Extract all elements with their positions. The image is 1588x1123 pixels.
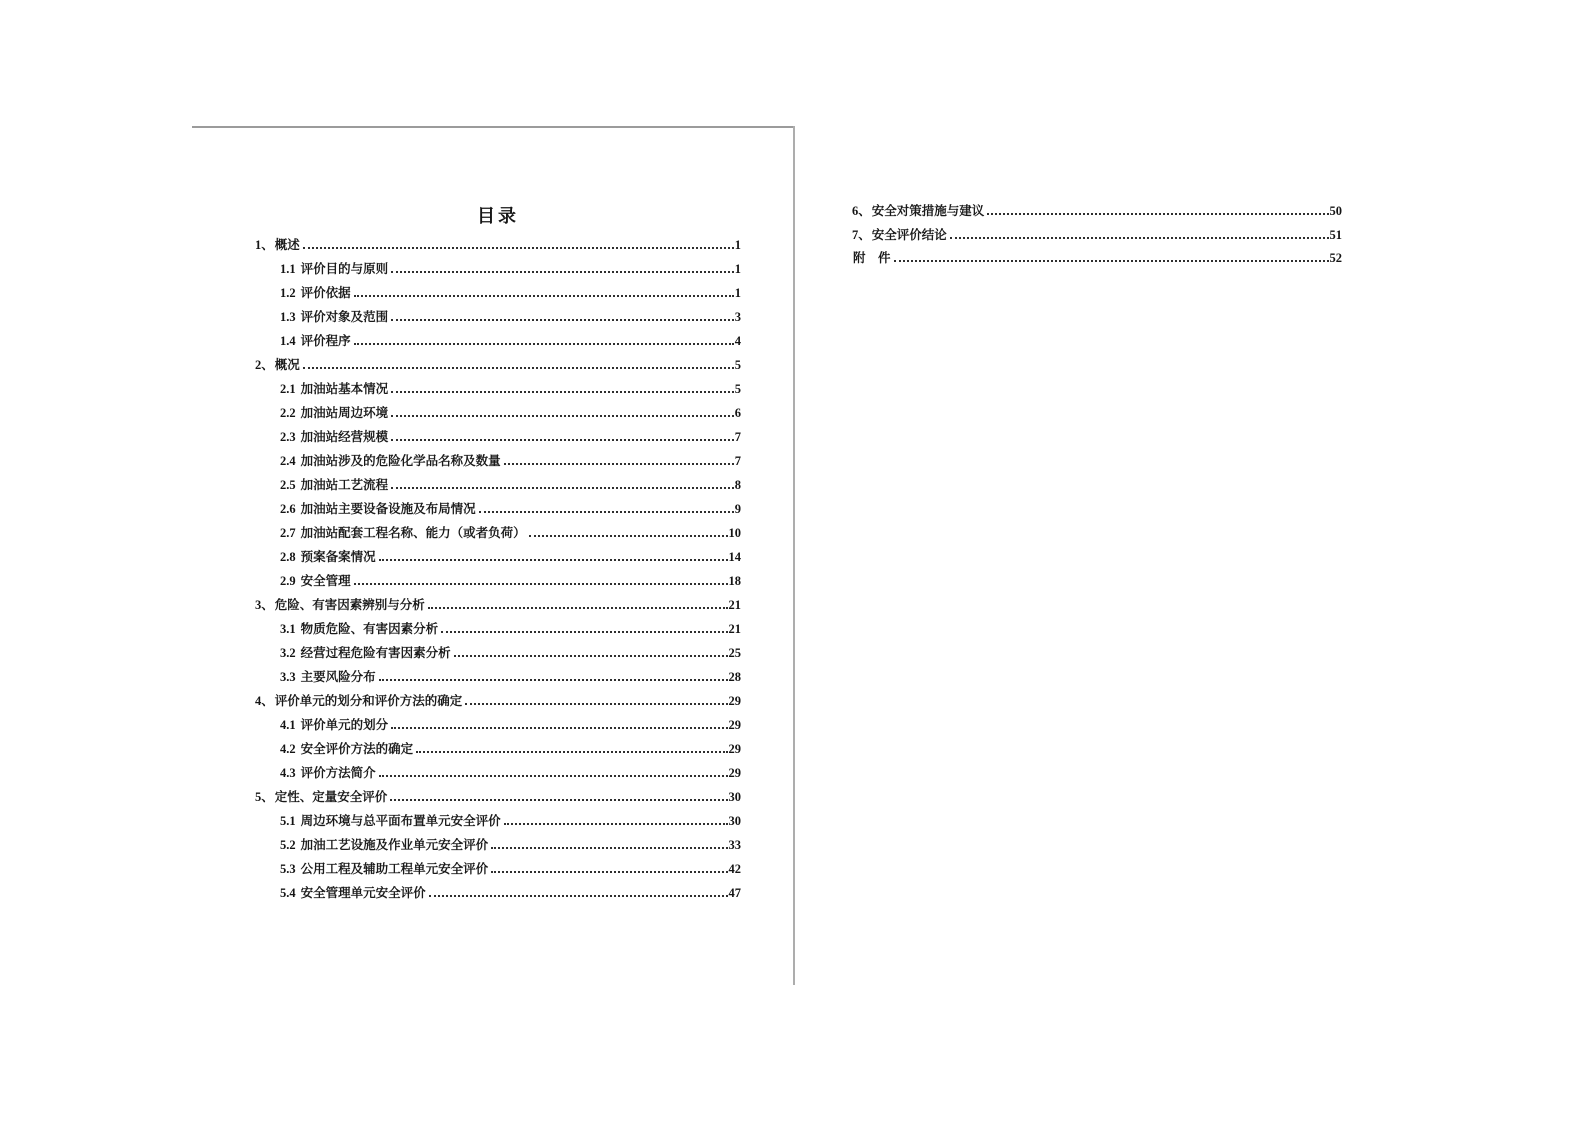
toc-page-1: [255, 204, 741, 905]
dot-leader: [491, 871, 727, 873]
toc-entry-number: 2.3: [280, 430, 296, 444]
toc-entry-number: 2.1: [280, 382, 296, 396]
toc-entry-label: 评价单元的划分: [300, 718, 389, 732]
toc-entry-page: 21: [728, 622, 741, 636]
toc-entry-number: 1.3: [280, 310, 296, 324]
toc-entry-label: 评价单元的划分和评价方法的确定: [274, 694, 463, 708]
toc-entry[interactable]: [255, 401, 741, 425]
toc-entry-number: 5.4: [280, 886, 296, 900]
left-page-top-edge: [192, 126, 795, 128]
toc-entry-number: 5、: [255, 790, 274, 804]
dot-leader: [354, 295, 734, 297]
dot-leader: [391, 391, 734, 393]
dot-leader: [428, 607, 728, 609]
toc-entry-page: 51: [1329, 227, 1342, 242]
toc-entry-number: 5.3: [280, 862, 296, 876]
toc-entry-number: 2.8: [280, 550, 296, 564]
toc-entry-label: 评价对象及范围: [300, 310, 389, 324]
toc-entry-number: 4、: [255, 694, 274, 708]
dot-leader: [950, 237, 1329, 239]
toc-entry[interactable]: [255, 545, 741, 569]
dot-leader: [379, 559, 728, 561]
toc-entry-page: 25: [728, 646, 741, 660]
toc-entry-number: 2.2: [280, 406, 296, 420]
dot-leader: [441, 631, 727, 633]
toc-entry[interactable]: [852, 224, 1342, 248]
toc-entry-page: 52: [1329, 251, 1342, 265]
toc-entry-label: 加油站工艺流程: [300, 478, 389, 492]
dot-leader: [491, 847, 727, 849]
dot-leader: [391, 415, 734, 417]
toc-entry[interactable]: [255, 521, 741, 545]
toc-entry-label: 安全管理: [300, 574, 351, 588]
toc-entry[interactable]: [255, 689, 741, 713]
toc-entry-page: 1: [734, 238, 741, 252]
toc-entry-page: 10: [728, 526, 741, 540]
toc-entry-number: 2、: [255, 358, 274, 372]
toc-entry[interactable]: [255, 833, 741, 857]
toc-entry[interactable]: [255, 737, 741, 761]
toc-entry-number: 2.6: [280, 502, 296, 516]
toc-entry[interactable]: [255, 857, 741, 881]
toc-entry-label: 概况: [274, 358, 300, 372]
dot-leader: [529, 535, 728, 537]
toc-entry-page: 8: [734, 478, 741, 492]
dot-leader: [391, 271, 734, 273]
dot-leader: [894, 260, 1329, 262]
toc-entry-number: 1.2: [280, 286, 296, 300]
toc-entry[interactable]: [255, 881, 741, 905]
toc-entry-page: 14: [728, 550, 741, 564]
toc-entry-page: 4: [734, 334, 741, 348]
toc-entry-page: 5: [734, 382, 741, 396]
dot-leader: [504, 823, 728, 825]
toc-entry[interactable]: [255, 425, 741, 449]
toc-entry-label: 定性、定量安全评价: [274, 790, 388, 804]
toc-entry[interactable]: [255, 593, 741, 617]
toc-entry-page: 50: [1329, 204, 1342, 218]
toc-entry[interactable]: [255, 377, 741, 401]
toc-entry-number: 5.1: [280, 814, 296, 828]
toc-entries-page-2: [852, 200, 1342, 271]
dot-leader: [390, 799, 727, 801]
toc-entry-page: 47: [728, 886, 741, 900]
toc-entry[interactable]: [255, 497, 741, 521]
dot-leader: [504, 463, 734, 465]
toc-entry[interactable]: [255, 569, 741, 593]
toc-entry[interactable]: [255, 281, 741, 305]
toc-entry-number: 4.1: [280, 718, 296, 732]
toc-entry-page: 21: [728, 598, 741, 612]
dot-leader: [454, 655, 728, 657]
toc-entry-label: 安全对策措施与建议: [871, 204, 985, 218]
toc-entry-label: 加油站主要设备设施及布局情况: [300, 502, 476, 516]
toc-entry-label: 安全管理单元安全评价: [300, 886, 426, 900]
toc-entry-label: 加油站经营规模: [300, 430, 389, 444]
toc-entry-page: 6: [734, 406, 741, 420]
toc-entry-label: 预案备案情况: [300, 550, 376, 564]
toc-entry-page: 28: [728, 670, 741, 684]
toc-entry-label: 评价目的与原则: [300, 262, 389, 276]
dot-leader: [429, 895, 728, 897]
toc-entry-number: 1、: [255, 238, 274, 252]
toc-entry-label: 加油站基本情况: [300, 382, 389, 396]
toc-entry-number: 3.1: [280, 622, 296, 636]
toc-entry[interactable]: [255, 329, 741, 353]
toc-entry[interactable]: [255, 809, 741, 833]
toc-entry-number: 2.4: [280, 454, 296, 468]
toc-entry[interactable]: [255, 785, 741, 809]
dot-leader: [354, 583, 728, 585]
toc-entry-label: 加油工艺设施及作业单元安全评价: [300, 838, 489, 852]
toc-entry[interactable]: [255, 305, 741, 329]
toc-entry-label: 安全评价结论: [871, 227, 947, 242]
dot-leader: [354, 343, 734, 345]
toc-entry-label: 附 件: [853, 251, 891, 265]
toc-entry-page: 1: [734, 286, 741, 300]
toc-entry-number: 1.4: [280, 334, 296, 348]
toc-page-2: [852, 200, 1342, 271]
toc-entry-label: 评价程序: [300, 334, 351, 348]
toc-entry-page: 29: [728, 766, 741, 780]
toc-entry-label: 主要风险分布: [300, 670, 376, 684]
toc-entry-page: 5: [734, 358, 741, 372]
dot-leader: [465, 703, 727, 705]
dot-leader: [987, 213, 1328, 215]
toc-entry-label: 危险、有害因素辨别与分析: [274, 598, 425, 612]
toc-entry[interactable]: [255, 257, 741, 281]
toc-entry-label: 评价方法简介: [300, 766, 376, 780]
toc-entry[interactable]: [255, 473, 741, 497]
toc-entry-number: 4.3: [280, 766, 296, 780]
toc-entry[interactable]: [255, 353, 741, 377]
toc-entry[interactable]: [255, 761, 741, 785]
toc-entry-page: 1: [734, 262, 741, 276]
toc-entry-page: 3: [734, 310, 741, 324]
toc-entry-page: 29: [728, 742, 741, 756]
toc-entry-page: 9: [734, 502, 741, 516]
dot-leader: [391, 487, 734, 489]
toc-entry[interactable]: [852, 200, 1342, 224]
toc-entry-page: 29: [728, 694, 741, 708]
toc-entry-page: 7: [734, 454, 741, 468]
toc-entry-number: 2.9: [280, 574, 296, 588]
toc-title: 目录: [477, 206, 519, 226]
toc-entry-page: 7: [734, 430, 741, 444]
toc-entry[interactable]: [852, 247, 1342, 271]
toc-entry[interactable]: [255, 713, 741, 737]
toc-entry-number: 4.2: [280, 742, 296, 756]
toc-entry[interactable]: [255, 449, 741, 473]
toc-entry-label: 周边环境与总平面布置单元安全评价: [300, 814, 501, 828]
dot-leader: [391, 319, 734, 321]
toc-entry-number: 1.1: [280, 262, 296, 276]
toc-entry[interactable]: [255, 641, 741, 665]
dot-leader: [479, 511, 734, 513]
toc-entry-page: 42: [728, 862, 741, 876]
toc-entry-label: 加油站涉及的危险化学品名称及数量: [300, 454, 501, 468]
toc-entry-number: 2.5: [280, 478, 296, 492]
toc-entry[interactable]: [255, 617, 741, 641]
toc-entry-label: 加油站周边环境: [300, 406, 389, 420]
dot-leader: [416, 751, 727, 753]
dot-leader: [391, 727, 727, 729]
toc-entry-label: 加油站配套工程名称、能力（或者负荷）: [300, 526, 526, 540]
toc-entry-page: 18: [728, 574, 741, 588]
toc-entry-page: 30: [728, 814, 741, 828]
toc-entries-page-1: [255, 233, 741, 905]
dot-leader: [379, 775, 728, 777]
left-page-right-edge: [793, 126, 795, 985]
toc-entry-number: 6、: [852, 204, 871, 218]
toc-entry-page: 29: [728, 718, 741, 732]
toc-entry-label: 物质危险、有害因素分析: [300, 622, 439, 636]
toc-entry-label: 评价依据: [300, 286, 351, 300]
toc-entry[interactable]: [255, 665, 741, 689]
dot-leader: [391, 439, 734, 441]
toc-entry-number: 3、: [255, 598, 274, 612]
toc-entry[interactable]: [255, 233, 741, 257]
dot-leader: [303, 367, 734, 369]
toc-entry-number: 2.7: [280, 526, 296, 540]
toc-entry-number: 3.2: [280, 646, 296, 660]
toc-entry-label: 公用工程及辅助工程单元安全评价: [300, 862, 489, 876]
toc-entry-number: 5.2: [280, 838, 296, 852]
dot-leader: [379, 679, 728, 681]
toc-entry-label: 经营过程危险有害因素分析: [300, 646, 451, 660]
toc-entry-label: 概述: [274, 238, 300, 252]
toc-entry-page: 33: [728, 838, 741, 852]
toc-entry-number: 7、: [852, 227, 871, 242]
dot-leader: [303, 247, 734, 249]
toc-entry-page: 30: [728, 790, 741, 804]
toc-entry-number: 3.3: [280, 670, 296, 684]
toc-entry-label: 安全评价方法的确定: [300, 742, 414, 756]
